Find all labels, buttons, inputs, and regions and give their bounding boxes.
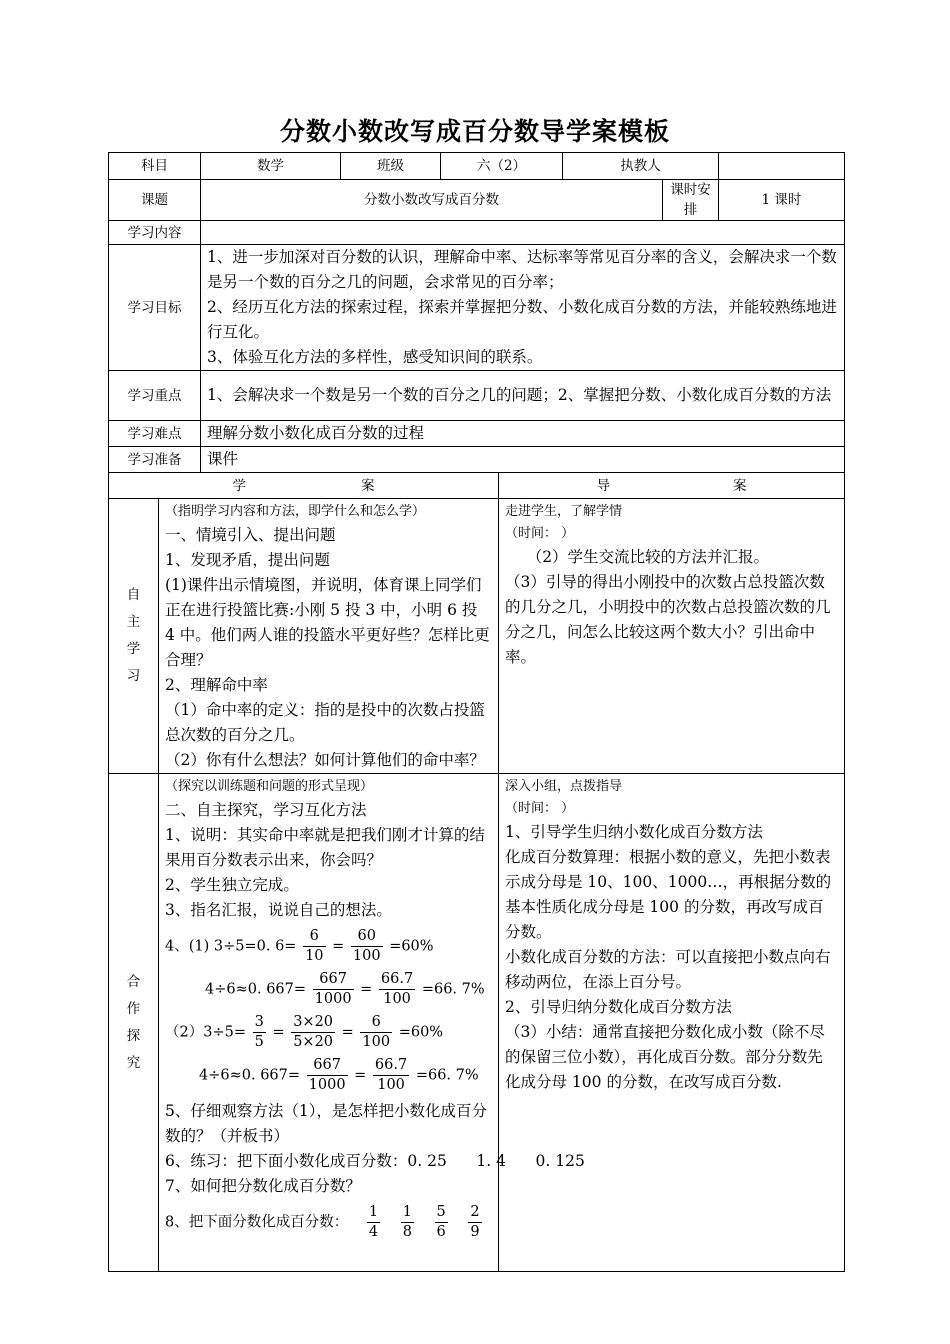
fraction: $\frac{66.7}{100}$ <box>380 971 414 1007</box>
coop-guide-5: （3）小结：通常直接把分数化成小数（除不尽的保留三位小数），再化成百分数。部分分数先化成分母 100 的分数，在改写成百分数. <box>505 1023 825 1091</box>
row-key <box>109 371 845 421</box>
fraction: $\frac{6}{100}$ <box>362 1014 391 1050</box>
teacher-value <box>719 153 845 180</box>
coop-guide-3: 小数化成百分数的方法：可以直接把小数点向右移动两位，在添上百分号。 <box>505 948 831 991</box>
math-row-2: 4÷6≈0. 667= $\frac{667}{1000}$ = $\frac{66.7}{100}$ =66. 7% <box>205 971 485 1007</box>
learn-header-left: 学 <box>232 477 246 494</box>
fraction: $\frac{60}{100}$ <box>352 928 381 964</box>
class-value: 六（2） <box>441 153 563 180</box>
fraction: $\frac{3}{5}$ <box>254 1014 264 1050</box>
math-row-3: （2）3÷5= $\frac{3}{5}$ = $\frac{3\times 20}{5\times 20}$ = $\frac{6}{100}$ =60% <box>165 1014 444 1050</box>
fraction: $\frac{66.7}{100}$ <box>374 1057 408 1093</box>
self-study-heading: 一、情境引入、提出问题 <box>165 526 336 544</box>
guide-header-left: 导 <box>596 477 610 494</box>
subject-label: 科目 <box>109 153 201 180</box>
coop-item-6: 6、练习：把下面小数化成百分数：0. 25 1. 4 0. 125 <box>165 1152 585 1170</box>
coop-item-5: 5、仔细观察方法（1），是怎样把小数化成百分数的？（并板书） <box>165 1102 487 1145</box>
coop-guide-1: 1、引导学生归纳小数化成百分数方法 <box>505 823 763 841</box>
goal-3: 3、体验互化方法的多样性，感受知识间的联系。 <box>207 348 543 366</box>
prep-label: 学习准备 <box>109 447 201 473</box>
self-study-item-3: 2、理解命中率 <box>165 676 268 694</box>
coop-label: 合 作 探 究 <box>109 774 159 1272</box>
fraction: $\frac{1}{4}$ <box>368 1204 379 1240</box>
learn-header-right: 案 <box>361 477 375 494</box>
self-study-label: 自 主 学 习 <box>109 499 159 774</box>
coop-guide-4: 2、引导归纳分数化成百分数方法 <box>505 998 732 1016</box>
guide-header-right: 案 <box>733 477 747 494</box>
self-study-item-4: （1）命中率的定义：指的是投中的次数占投篮总次数的百分之几。 <box>165 701 485 744</box>
hours-label: 课时安排 <box>663 180 719 221</box>
self-study-guide-time: （时间： ） <box>505 526 575 541</box>
self-study-item-1: 1、发现矛盾，提出问题 <box>165 551 330 569</box>
coop-guide-time: （时间： ） <box>505 801 575 816</box>
coop-item-8: 8、把下面分数化成百分数： $\frac{1}{4}$ $\frac{1}{8}$ $\frac{5}{6}$ $\frac{2}{9}$ <box>165 1204 480 1240</box>
key-value: 1、会解决求一个数是另一个数的百分之几的问题；2、掌握把分数、小数化成百分数的方法 <box>201 371 845 421</box>
document-title: 分数小数改写成百分数导学案模板 <box>279 117 670 146</box>
goal-2: 2、经历互化方法的探索过程，探索并掌握把分数、小数化成百分数的方法，并能较熟练地进行互化。 <box>207 298 837 341</box>
coop-guide-note: 深入小组，点拨指导 <box>505 779 623 794</box>
self-study-guide-1: （2）学生交流比较的方法并汇报。 <box>526 548 770 566</box>
content-value <box>201 221 845 245</box>
coop-heading: 二、自主探究，学习互化方法 <box>165 801 367 819</box>
lesson-plan-table <box>108 152 845 1272</box>
row-content <box>109 221 845 245</box>
learning-plan-header <box>109 473 499 499</box>
hours-value: 1 课时 <box>719 180 845 221</box>
row-topic <box>109 180 845 221</box>
topic-label: 课题 <box>109 180 201 221</box>
row-goals <box>109 245 845 371</box>
fraction: $\frac{667}{1000}$ <box>308 1057 346 1093</box>
row-section-header <box>109 473 845 499</box>
self-study-guide <box>499 499 845 774</box>
row-subject <box>109 153 845 180</box>
math-row-1: 4、(1) 3÷5=0. 6= $\frac{6}{10}$ = $\frac{60}{100}$ =60% <box>165 928 434 964</box>
self-study-guide-2: （3）引导的得出小刚投中的次数占总投篮次数的几分之几，小明投中的次数占总投篮次数的几分之几，问怎么比较这两个数大小？引出命中率。 <box>505 573 831 666</box>
self-study-note: （指明学习内容和方法，即学什么和怎么学） <box>165 504 426 519</box>
fraction: $\frac{3\times 20}{5\times 20}$ <box>293 1014 334 1050</box>
topic-value: 分数小数改写成百分数 <box>201 180 663 221</box>
math-row-4: 4÷6≈0. 667= $\frac{667}{1000}$ = $\frac{66.7}{100}$ =66. 7% <box>199 1057 479 1093</box>
goals-cell <box>201 245 845 371</box>
difficulty-value: 理解分数小数化成百分数的过程 <box>201 421 845 447</box>
coop-note: （探究以训练题和问题的形式呈现） <box>165 779 374 794</box>
coop-item-7: 7、如何把分数化成百分数？ <box>165 1177 361 1195</box>
row-difficulty <box>109 421 845 447</box>
fraction: $\frac{5}{6}$ <box>436 1204 446 1240</box>
coop-item-1: 1、说明：其实命中率就是把我们刚才计算的结果用百分数表示出来，你会吗？ <box>165 826 485 869</box>
teacher-label: 执教人 <box>563 153 719 180</box>
goal-1: 1、进一步加深对百分数的认识，理解命中率、达标率等常见百分率的含义，会解决求一个数是另一个数的百分之几的问题，会求常见的百分率； <box>207 248 837 291</box>
coop-guide <box>499 774 845 1272</box>
difficulty-label: 学习难点 <box>109 421 201 447</box>
row-cooperative <box>109 774 845 1272</box>
class-label: 班级 <box>341 153 441 180</box>
self-study-item-2: (1)课件出示情境图，并说明，体育课上同学们正在进行投篮比赛:小刚 5 投 3 中，小明 6 投 4 中。他们两人谁的投篮水平更好些？怎样比更合理？ <box>165 576 490 669</box>
coop-item-2: 2、学生独立完成。 <box>165 876 299 894</box>
fraction: $\frac{2}{9}$ <box>470 1204 480 1240</box>
self-study-guide-note: 走进学生，了解学情 <box>505 504 623 519</box>
prep-value: 课件 <box>201 447 845 473</box>
coop-item-3: 3、指名汇报，说说自己的想法。 <box>165 901 392 919</box>
row-prep <box>109 447 845 473</box>
self-study-item-5: （2）你有什么想法？如何计算他们的命中率？ <box>165 751 485 769</box>
fraction: $\frac{6}{10}$ <box>305 928 324 964</box>
subject-value: 数学 <box>201 153 341 180</box>
fraction: $\frac{1}{8}$ <box>402 1204 412 1240</box>
fraction: $\frac{667}{1000}$ <box>314 971 352 1007</box>
row-self-study <box>109 499 845 774</box>
key-label: 学习重点 <box>109 371 201 421</box>
guide-plan-header <box>499 473 845 499</box>
content-label: 学习内容 <box>109 221 201 245</box>
goals-label: 学习目标 <box>109 245 201 371</box>
self-study-content <box>159 499 499 774</box>
coop-guide-2: 化成百分数算理：根据小数的意义，先把小数表示成分母是 10、100、1000…，再根据分数的基本性质化成分母是 100 的分数，再改写成百分数。 <box>505 848 832 941</box>
